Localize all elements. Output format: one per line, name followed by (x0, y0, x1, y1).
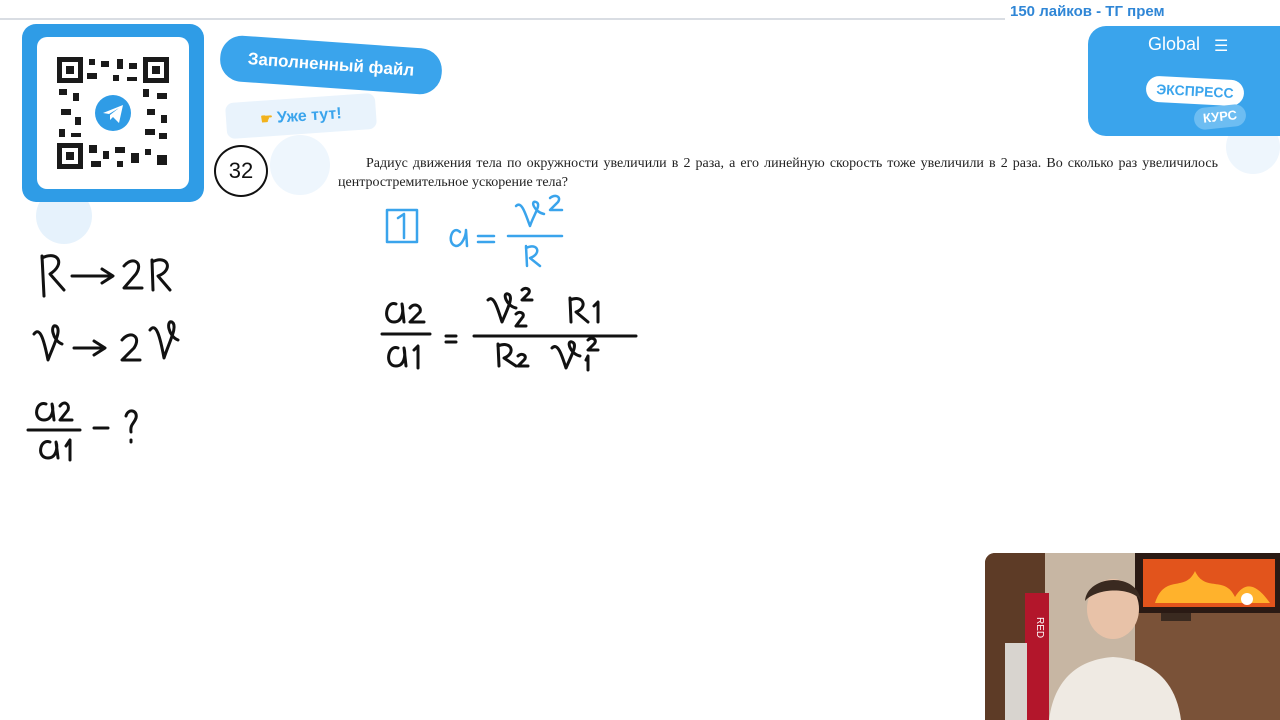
webcam-video (985, 553, 1280, 720)
menu-lines-icon: ☰ (1214, 38, 1229, 55)
hw-v2sq (488, 294, 526, 326)
hw-a1-bottom (389, 346, 418, 368)
hw-a1 (41, 440, 70, 460)
hw-r (42, 256, 64, 296)
presenter-video-frame (985, 553, 1280, 720)
step-one (398, 214, 404, 238)
hw-a2-top (387, 304, 424, 322)
hw-v2 (150, 322, 178, 358)
given-data (28, 256, 178, 460)
pointing-hand-icon: ☛ (259, 109, 274, 127)
problem-number: 32 (214, 145, 268, 197)
hw-r-blue (526, 246, 540, 266)
hw-v-blue (516, 202, 544, 226)
hw-equals (446, 336, 456, 342)
hw-two2 (122, 335, 140, 360)
svg-text:RED: RED (1034, 617, 1045, 639)
problem-statement: Радиус движения тела по окружности увеличили в 2 раза, а его линейную скорость тоже увеличили в 2 раза. Во сколько раз увеличилось центростремительное ускорение тела? (338, 156, 1218, 190)
hw-arrow (72, 269, 113, 283)
hw-question (94, 411, 136, 442)
likes-banner: 150 лайков - ТГ прем (1010, 3, 1165, 20)
hw-equals-blue (478, 236, 494, 242)
brand-badge-course: КУРС (1193, 103, 1247, 130)
hw-r2 (152, 260, 170, 290)
hw-r2-bottom (498, 344, 528, 366)
hw-sq-blue (550, 196, 562, 210)
hw-r1 (570, 298, 598, 322)
hw-sq2 (588, 338, 598, 350)
hw-a-blue (451, 230, 467, 246)
brand-name: Global (1148, 34, 1201, 54)
hw-two (124, 261, 142, 288)
formula-ratio (382, 288, 636, 370)
hw-arrow2 (74, 341, 105, 355)
hw-v1sq (552, 342, 588, 370)
brand-badge: ЭКСПРЕСС (1145, 75, 1244, 106)
already-here-text: Уже тут! (276, 105, 343, 127)
filled-file-label[interactable]: Заполненный файл (219, 34, 444, 95)
formula-a-v2-r (387, 196, 562, 266)
hw-v (34, 326, 62, 360)
hw-a2 (37, 403, 72, 420)
hw-sq1 (522, 288, 532, 300)
